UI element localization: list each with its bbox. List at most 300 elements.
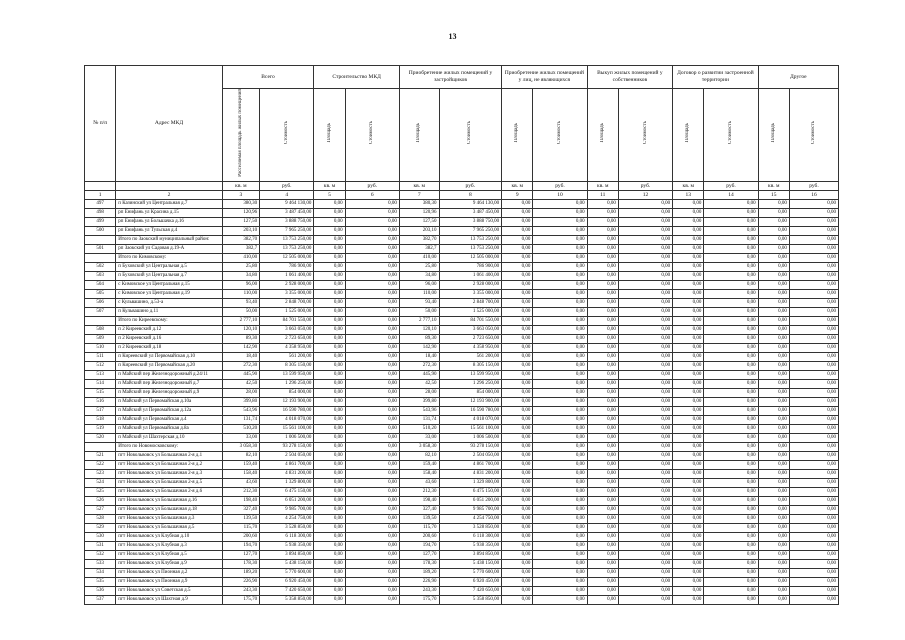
row-buyout-cost: 0,00 xyxy=(618,379,672,388)
row-other-cost: 0,00 xyxy=(789,523,838,532)
table-row xyxy=(85,370,839,379)
row-non-developers-area: 0,00 xyxy=(502,226,533,235)
row-total-cost: 4 831 200,00 xyxy=(260,469,314,478)
row-number xyxy=(85,442,116,451)
row-developers-area: 28,00 xyxy=(399,388,439,397)
row-buyout-area: 0,00 xyxy=(587,469,618,478)
row-developers-area: 110,00 xyxy=(399,289,439,298)
row-developers-cost: 1 061 400,00 xyxy=(439,271,502,280)
row-address: п Майский ул Первомайская д.4 xyxy=(116,415,222,424)
row-construction-cost: 0,00 xyxy=(345,379,399,388)
row-developers-area: 33,00 xyxy=(399,433,439,442)
row-buyout-cost: 0,00 xyxy=(618,496,672,505)
row-contract-cost: 0,00 xyxy=(704,505,758,514)
row-construction-area: 0,00 xyxy=(314,289,345,298)
row-non-developers-area: 0,00 xyxy=(502,424,533,433)
row-other-cost: 0,00 xyxy=(789,217,838,226)
row-non-developers-cost: 0,00 xyxy=(533,514,587,523)
row-construction-cost: 0,00 xyxy=(345,487,399,496)
row-other-area: 0,00 xyxy=(758,460,789,469)
row-developers-area: 175,70 xyxy=(399,595,439,604)
row-developers-cost: 13 753 250,00 xyxy=(439,244,502,253)
row-buyout-area: 0,00 xyxy=(587,235,618,244)
row-contract-cost: 0,00 xyxy=(704,496,758,505)
column-number: 12 xyxy=(618,190,672,199)
table-row xyxy=(85,550,839,559)
row-non-developers-area: 0,00 xyxy=(502,343,533,352)
row-construction-area: 0,00 xyxy=(314,487,345,496)
row-other-area: 0,00 xyxy=(758,433,789,442)
row-contract-cost: 0,00 xyxy=(704,442,758,451)
row-construction-cost: 0,00 xyxy=(345,397,399,406)
row-non-developers-cost: 0,00 xyxy=(533,280,587,289)
row-non-developers-area: 0,00 xyxy=(502,577,533,586)
row-developers-cost: 5 938 350,00 xyxy=(439,541,502,550)
subtotal-row xyxy=(85,235,839,244)
row-other-area: 0,00 xyxy=(758,559,789,568)
row-other-area: 0,00 xyxy=(758,307,789,316)
row-number: 537 xyxy=(85,595,116,604)
row-non-developers-cost: 0,00 xyxy=(533,253,587,262)
unit-cell: руб. xyxy=(260,181,314,190)
row-other-area: 0,00 xyxy=(758,478,789,487)
row-total-area: 272,30 xyxy=(222,361,260,370)
header-col-address: Адрес МКД xyxy=(116,66,222,182)
row-construction-area: 0,00 xyxy=(314,496,345,505)
row-number: 507 xyxy=(85,307,116,316)
row-other-area: 0,00 xyxy=(758,397,789,406)
row-contract-cost: 0,00 xyxy=(704,397,758,406)
row-address: рп Енифань ул Большачка д.16 xyxy=(116,217,222,226)
row-contract-area: 0,00 xyxy=(673,370,704,379)
row-developers-area: 189,20 xyxy=(399,568,439,577)
row-buyout-cost: 0,00 xyxy=(618,433,672,442)
header-group-construction: Строительство МКД xyxy=(314,66,400,89)
row-construction-area: 0,00 xyxy=(314,532,345,541)
row-total-cost: 16 590 780,00 xyxy=(260,406,314,415)
row-non-developers-area: 0,00 xyxy=(502,496,533,505)
subtotal-row xyxy=(85,316,839,325)
row-other-cost: 0,00 xyxy=(789,289,838,298)
header-sub-area: Площадь xyxy=(399,89,439,182)
row-non-developers-area: 0,00 xyxy=(502,208,533,217)
row-non-developers-area: 0,00 xyxy=(502,352,533,361)
row-total-cost: 4 358 950,00 xyxy=(260,343,314,352)
row-developers-area: 200,60 xyxy=(399,532,439,541)
row-contract-area: 0,00 xyxy=(673,460,704,469)
table-row xyxy=(85,478,839,487)
unit-cell: кв. м xyxy=(222,181,260,190)
row-total-area: 198,40 xyxy=(222,496,260,505)
row-developers-area: 93,40 xyxy=(399,298,439,307)
row-contract-cost: 0,00 xyxy=(704,361,758,370)
row-developers-cost: 1 006 500,00 xyxy=(439,433,502,442)
row-total-area: 178,30 xyxy=(222,559,260,568)
row-non-developers-cost: 0,00 xyxy=(533,433,587,442)
row-construction-area: 0,00 xyxy=(314,433,345,442)
row-number: 506 xyxy=(85,298,116,307)
row-developers-cost: 13 753 250,00 xyxy=(439,235,502,244)
header-sub-resettled-area: Расселяемая площадь жилых помещений xyxy=(222,89,260,182)
row-non-developers-area: 0,00 xyxy=(502,199,533,208)
row-total-cost: 3 894 850,00 xyxy=(260,550,314,559)
row-contract-area: 0,00 xyxy=(673,235,704,244)
row-other-area: 0,00 xyxy=(758,262,789,271)
row-total-area: 2 777,10 xyxy=(222,316,260,325)
row-buyout-area: 0,00 xyxy=(587,361,618,370)
row-construction-cost: 0,00 xyxy=(345,334,399,343)
row-contract-area: 0,00 xyxy=(673,496,704,505)
row-other-area: 0,00 xyxy=(758,532,789,541)
row-buyout-cost: 0,00 xyxy=(618,271,672,280)
row-total-area: 131,74 xyxy=(222,415,260,424)
row-developers-cost: 12 193 900,00 xyxy=(439,397,502,406)
row-total-area: 445,90 xyxy=(222,370,260,379)
column-number: 11 xyxy=(587,190,618,199)
row-non-developers-cost: 0,00 xyxy=(533,325,587,334)
row-other-cost: 0,00 xyxy=(789,433,838,442)
row-buyout-cost: 0,00 xyxy=(618,478,672,487)
row-developers-area: 445,90 xyxy=(399,370,439,379)
row-address: п 2 Киреевский д.12 xyxy=(116,325,222,334)
row-buyout-area: 0,00 xyxy=(587,325,618,334)
row-buyout-area: 0,00 xyxy=(587,442,618,451)
row-buyout-cost: 0,00 xyxy=(618,577,672,586)
row-total-area: 34,80 xyxy=(222,271,260,280)
row-total-cost: 5 770 600,00 xyxy=(260,568,314,577)
table-row xyxy=(85,379,839,388)
row-number: 526 xyxy=(85,496,116,505)
row-developers-cost: 4 831 200,00 xyxy=(439,469,502,478)
row-address: Итого по Новомосковскому: xyxy=(116,442,222,451)
table-row xyxy=(85,388,839,397)
unit-cell: кв. м xyxy=(399,181,439,190)
table-row xyxy=(85,262,839,271)
row-other-area: 0,00 xyxy=(758,343,789,352)
unit-cell: руб. xyxy=(439,181,502,190)
row-developers-cost: 13 599 950,00 xyxy=(439,370,502,379)
row-contract-area: 0,00 xyxy=(673,451,704,460)
row-contract-area: 0,00 xyxy=(673,262,704,271)
header-sub-area: Площадь xyxy=(758,89,789,182)
row-total-cost: 4 018 070,00 xyxy=(260,415,314,424)
row-total-area: 158,40 xyxy=(222,469,260,478)
row-buyout-area: 0,00 xyxy=(587,523,618,532)
row-construction-cost: 0,00 xyxy=(345,235,399,244)
row-total-area: 120,10 xyxy=(222,325,260,334)
row-total-cost: 93 278 150,00 xyxy=(260,442,314,451)
row-contract-cost: 0,00 xyxy=(704,559,758,568)
row-construction-cost: 0,00 xyxy=(345,505,399,514)
row-construction-cost: 0,00 xyxy=(345,568,399,577)
row-contract-area: 0,00 xyxy=(673,334,704,343)
row-other-cost: 0,00 xyxy=(789,352,838,361)
row-contract-cost: 0,00 xyxy=(704,595,758,604)
row-address: пгт Новольвовск ул Большачная д.16 xyxy=(116,496,222,505)
row-total-cost: 2 928 000,00 xyxy=(260,280,314,289)
row-construction-cost: 0,00 xyxy=(345,325,399,334)
row-developers-area: 34,80 xyxy=(399,271,439,280)
row-total-cost: 7 420 650,00 xyxy=(260,586,314,595)
row-contract-cost: 0,00 xyxy=(704,577,758,586)
row-buyout-cost: 0,00 xyxy=(618,397,672,406)
table-row xyxy=(85,451,839,460)
row-number: 510 xyxy=(85,343,116,352)
row-non-developers-cost: 0,00 xyxy=(533,316,587,325)
row-other-area: 0,00 xyxy=(758,469,789,478)
row-construction-area: 0,00 xyxy=(314,577,345,586)
row-number: 505 xyxy=(85,289,116,298)
row-number: 508 xyxy=(85,325,116,334)
row-total-area: 382,70 xyxy=(222,235,260,244)
row-contract-cost: 0,00 xyxy=(704,343,758,352)
header-col-num: № п/п xyxy=(85,66,116,182)
row-buyout-area: 0,00 xyxy=(587,379,618,388)
table-row xyxy=(85,280,839,289)
row-non-developers-cost: 0,00 xyxy=(533,298,587,307)
row-construction-area: 0,00 xyxy=(314,343,345,352)
row-contract-cost: 0,00 xyxy=(704,271,758,280)
table-row xyxy=(85,514,839,523)
row-contract-cost: 0,00 xyxy=(704,379,758,388)
row-developers-area: 139,50 xyxy=(399,514,439,523)
row-other-cost: 0,00 xyxy=(789,307,838,316)
row-total-area: 18,40 xyxy=(222,352,260,361)
row-buyout-cost: 0,00 xyxy=(618,541,672,550)
row-other-area: 0,00 xyxy=(758,370,789,379)
row-total-cost: 1 525 000,00 xyxy=(260,307,314,316)
row-non-developers-area: 0,00 xyxy=(502,460,533,469)
row-total-cost: 3 663 050,00 xyxy=(260,325,314,334)
table-row xyxy=(85,559,839,568)
row-total-area: 28,00 xyxy=(222,388,260,397)
row-number: 519 xyxy=(85,424,116,433)
row-non-developers-cost: 0,00 xyxy=(533,559,587,568)
row-non-developers-area: 0,00 xyxy=(502,325,533,334)
row-construction-area: 0,00 xyxy=(314,226,345,235)
row-construction-cost: 0,00 xyxy=(345,550,399,559)
row-number: 521 xyxy=(85,451,116,460)
column-number: 6 xyxy=(345,190,399,199)
row-total-area: 327,40 xyxy=(222,505,260,514)
table-row xyxy=(85,307,839,316)
row-developers-cost: 3 894 850,00 xyxy=(439,550,502,559)
row-buyout-cost: 0,00 xyxy=(618,523,672,532)
row-developers-cost: 561 200,00 xyxy=(439,352,502,361)
row-construction-area: 0,00 xyxy=(314,307,345,316)
row-construction-area: 0,00 xyxy=(314,199,345,208)
row-non-developers-cost: 0,00 xyxy=(533,577,587,586)
row-other-area: 0,00 xyxy=(758,316,789,325)
row-non-developers-area: 0,00 xyxy=(502,541,533,550)
table-row xyxy=(85,469,839,478)
row-total-cost: 1 006 500,00 xyxy=(260,433,314,442)
row-developers-cost: 84 701 550,00 xyxy=(439,316,502,325)
table-row xyxy=(85,334,839,343)
row-non-developers-area: 0,00 xyxy=(502,217,533,226)
row-developers-cost: 6 118 300,00 xyxy=(439,532,502,541)
row-construction-cost: 0,00 xyxy=(345,226,399,235)
unit-cell: руб. xyxy=(704,181,758,190)
row-construction-area: 0,00 xyxy=(314,334,345,343)
row-construction-area: 0,00 xyxy=(314,406,345,415)
row-address: с Кимовское ул Центральная д.19 xyxy=(116,289,222,298)
row-other-area: 0,00 xyxy=(758,523,789,532)
row-non-developers-cost: 0,00 xyxy=(533,415,587,424)
row-developers-cost: 3 355 000,00 xyxy=(439,289,502,298)
row-construction-area: 0,00 xyxy=(314,523,345,532)
row-other-area: 0,00 xyxy=(758,388,789,397)
row-developers-area: 42,50 xyxy=(399,379,439,388)
table-row xyxy=(85,523,839,532)
row-buyout-area: 0,00 xyxy=(587,370,618,379)
column-number: 13 xyxy=(673,190,704,199)
row-contract-area: 0,00 xyxy=(673,433,704,442)
row-non-developers-area: 0,00 xyxy=(502,442,533,451)
row-developers-area: 510,20 xyxy=(399,424,439,433)
row-contract-cost: 0,00 xyxy=(704,406,758,415)
row-total-cost: 5 938 350,00 xyxy=(260,541,314,550)
row-construction-area: 0,00 xyxy=(314,478,345,487)
row-contract-cost: 0,00 xyxy=(704,550,758,559)
row-other-cost: 0,00 xyxy=(789,262,838,271)
row-address: пгт Новольвовск ул Большачная 2-я д.6 xyxy=(116,487,222,496)
row-construction-area: 0,00 xyxy=(314,460,345,469)
header-sub-area: Площадь xyxy=(314,89,345,182)
row-total-area: 189,20 xyxy=(222,568,260,577)
row-address: пгт Новольвовск ул Пионная д.9 xyxy=(116,577,222,586)
header-sub-cost: Стоимость xyxy=(618,89,672,182)
row-construction-area: 0,00 xyxy=(314,424,345,433)
row-construction-area: 0,00 xyxy=(314,595,345,604)
row-developers-cost: 4 254 750,00 xyxy=(439,514,502,523)
table-row xyxy=(85,361,839,370)
row-buyout-area: 0,00 xyxy=(587,307,618,316)
row-number: 535 xyxy=(85,577,116,586)
row-developers-area: 115,70 xyxy=(399,523,439,532)
row-buyout-cost: 0,00 xyxy=(618,343,672,352)
row-total-area: 543,96 xyxy=(222,406,260,415)
row-other-area: 0,00 xyxy=(758,334,789,343)
row-construction-area: 0,00 xyxy=(314,208,345,217)
row-address: п 2 Киреевский д.16 xyxy=(116,334,222,343)
row-total-cost: 1 296 250,00 xyxy=(260,379,314,388)
row-buyout-cost: 0,00 xyxy=(618,370,672,379)
row-number: 525 xyxy=(85,487,116,496)
row-total-cost: 786 900,00 xyxy=(260,262,314,271)
row-total-cost: 854 000,00 xyxy=(260,388,314,397)
row-non-developers-area: 0,00 xyxy=(502,370,533,379)
row-address: п Казинский ул Центральная д.7 xyxy=(116,199,222,208)
row-buyout-area: 0,00 xyxy=(587,280,618,289)
row-contract-area: 0,00 xyxy=(673,595,704,604)
table-row xyxy=(85,415,839,424)
row-contract-cost: 0,00 xyxy=(704,253,758,262)
table-row xyxy=(85,199,839,208)
row-developers-cost: 1 525 000,00 xyxy=(439,307,502,316)
row-developers-cost: 1 329 800,00 xyxy=(439,478,502,487)
row-non-developers-area: 0,00 xyxy=(502,532,533,541)
row-contract-area: 0,00 xyxy=(673,469,704,478)
row-buyout-area: 0,00 xyxy=(587,586,618,595)
row-total-cost: 84 701 550,00 xyxy=(260,316,314,325)
row-contract-area: 0,00 xyxy=(673,388,704,397)
row-buyout-area: 0,00 xyxy=(587,460,618,469)
row-buyout-cost: 0,00 xyxy=(618,586,672,595)
row-contract-area: 0,00 xyxy=(673,271,704,280)
row-other-cost: 0,00 xyxy=(789,226,838,235)
row-buyout-area: 0,00 xyxy=(587,334,618,343)
row-buyout-cost: 0,00 xyxy=(618,226,672,235)
row-non-developers-area: 0,00 xyxy=(502,505,533,514)
row-other-cost: 0,00 xyxy=(789,424,838,433)
row-contract-area: 0,00 xyxy=(673,415,704,424)
row-buyout-cost: 0,00 xyxy=(618,352,672,361)
row-contract-area: 0,00 xyxy=(673,523,704,532)
row-non-developers-cost: 0,00 xyxy=(533,307,587,316)
row-total-area: 410,00 xyxy=(222,253,260,262)
row-total-cost: 5 358 850,00 xyxy=(260,595,314,604)
row-contract-cost: 0,00 xyxy=(704,487,758,496)
header-sub-cost: Стоимость xyxy=(533,89,587,182)
row-non-developers-cost: 0,00 xyxy=(533,334,587,343)
row-construction-cost: 0,00 xyxy=(345,460,399,469)
row-non-developers-area: 0,00 xyxy=(502,469,533,478)
table-row xyxy=(85,541,839,550)
row-other-area: 0,00 xyxy=(758,226,789,235)
row-developers-cost: 9 985 700,00 xyxy=(439,505,502,514)
row-developers-area: 543,96 xyxy=(399,406,439,415)
table-row xyxy=(85,460,839,469)
row-construction-cost: 0,00 xyxy=(345,433,399,442)
row-non-developers-cost: 0,00 xyxy=(533,289,587,298)
row-construction-area: 0,00 xyxy=(314,388,345,397)
header-row-groups xyxy=(85,66,839,89)
row-buyout-cost: 0,00 xyxy=(618,334,672,343)
header-sub-area: Площадь xyxy=(673,89,704,182)
row-total-area: 115,70 xyxy=(222,523,260,532)
row-buyout-area: 0,00 xyxy=(587,199,618,208)
table-row xyxy=(85,424,839,433)
row-total-cost: 561 200,00 xyxy=(260,352,314,361)
row-non-developers-cost: 0,00 xyxy=(533,370,587,379)
row-number: 516 xyxy=(85,397,116,406)
row-construction-cost: 0,00 xyxy=(345,523,399,532)
row-number: 518 xyxy=(85,415,116,424)
row-non-developers-area: 0,00 xyxy=(502,559,533,568)
unit-cell: руб. xyxy=(618,181,672,190)
row-other-area: 0,00 xyxy=(758,577,789,586)
header-group-total: Всего xyxy=(222,66,314,89)
row-number: 529 xyxy=(85,523,116,532)
row-non-developers-cost: 0,00 xyxy=(533,568,587,577)
row-other-area: 0,00 xyxy=(758,541,789,550)
row-developers-cost: 4 018 070,00 xyxy=(439,415,502,424)
row-developers-cost: 8 305 150,00 xyxy=(439,361,502,370)
row-construction-cost: 0,00 xyxy=(345,199,399,208)
row-construction-area: 0,00 xyxy=(314,370,345,379)
row-buyout-cost: 0,00 xyxy=(618,595,672,604)
table-row xyxy=(85,397,839,406)
row-non-developers-area: 0,00 xyxy=(502,388,533,397)
row-non-developers-area: 0,00 xyxy=(502,595,533,604)
row-contract-area: 0,00 xyxy=(673,559,704,568)
column-number: 16 xyxy=(789,190,838,199)
row-non-developers-area: 0,00 xyxy=(502,487,533,496)
row-contract-area: 0,00 xyxy=(673,217,704,226)
column-numbers-row xyxy=(85,190,839,199)
row-address: пгт Новольвовск ул Большачная д.5 xyxy=(116,523,222,532)
